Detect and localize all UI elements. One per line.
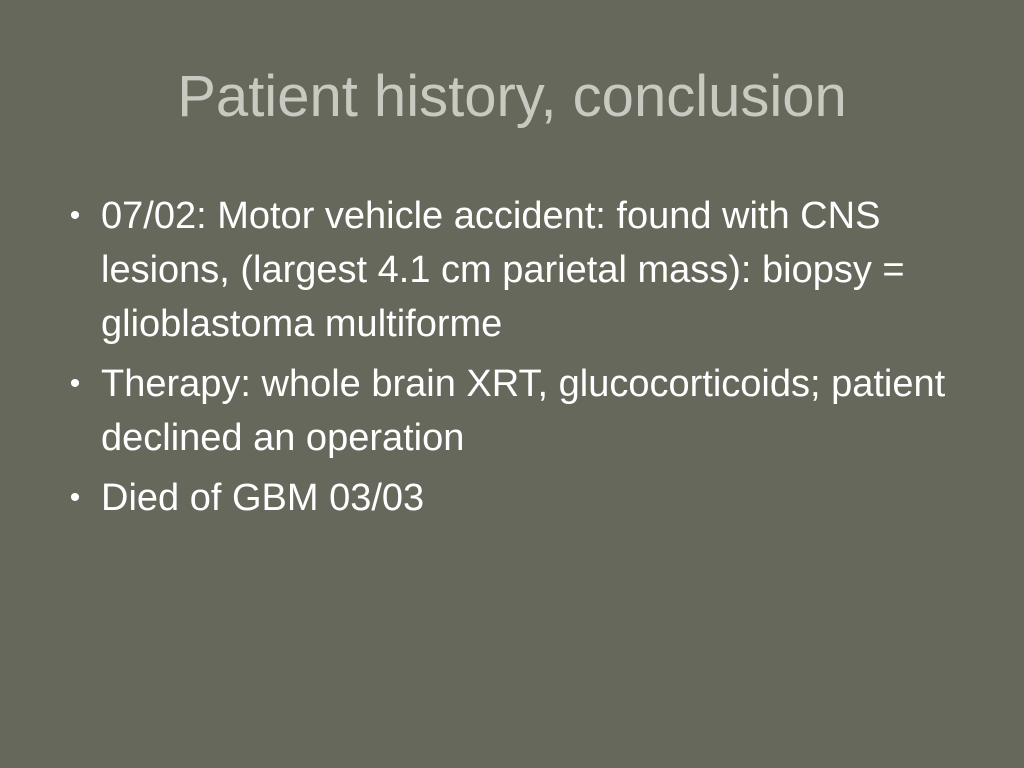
bullet-list — [60, 189, 990, 531]
slide-title: Patient history, conclusion — [177, 64, 847, 129]
list-item — [60, 357, 990, 465]
bullet-icon: • — [69, 481, 81, 514]
list-item — [60, 471, 990, 525]
bullet-text: Therapy: whole brain XRT, glucocorticoids; patient declined an operation — [101, 363, 946, 459]
bullet-icon: • — [69, 199, 81, 232]
bullet-text: Died of GBM 03/03 — [101, 477, 425, 519]
bullet-icon: • — [69, 367, 81, 400]
bullet-text: 07/02: Motor vehicle accident: found with CNS lesions, (largest 4.1 cm parietal mass): biopsy = glioblastoma multiforme — [101, 195, 905, 345]
list-item — [60, 189, 990, 351]
